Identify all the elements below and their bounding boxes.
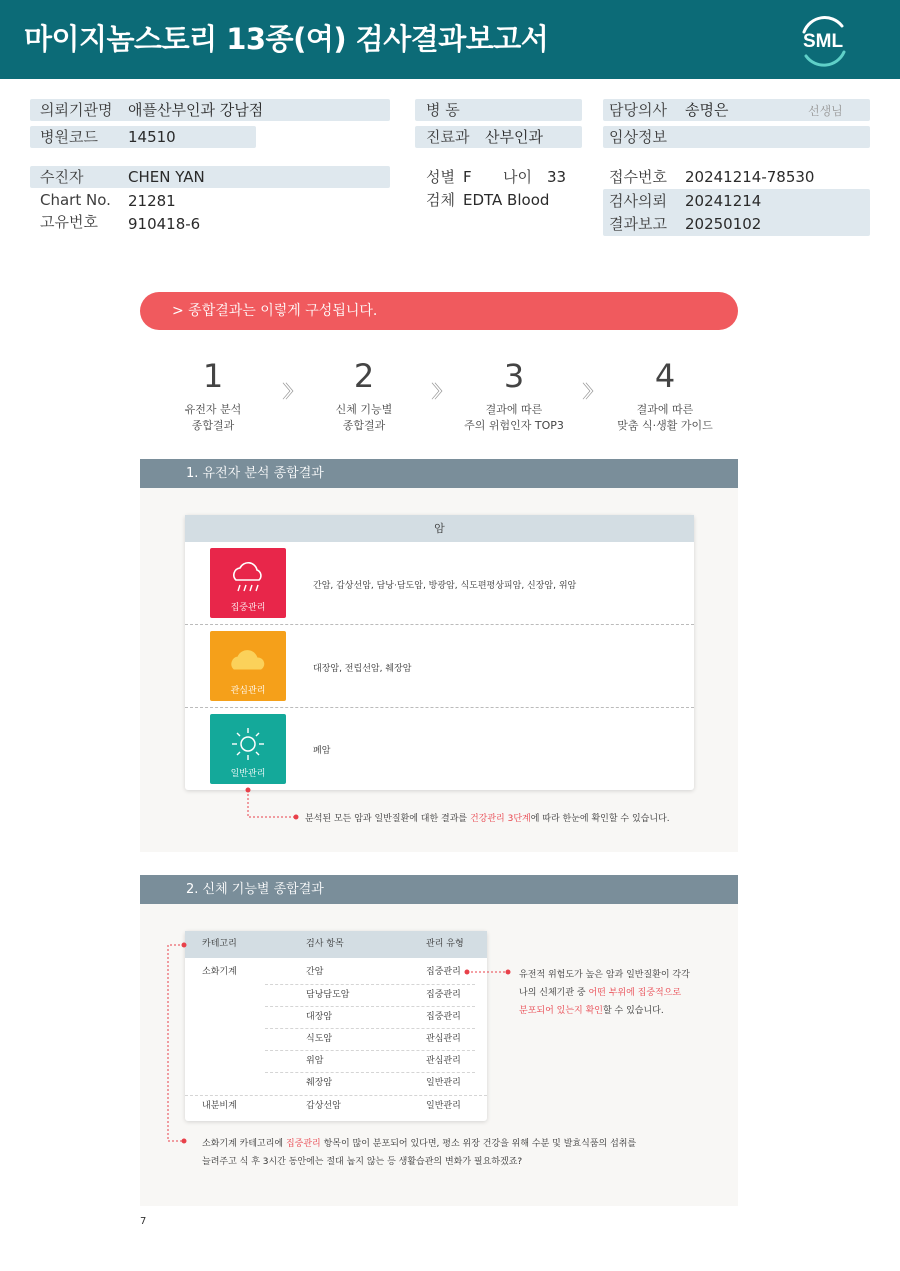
chevron-right-icon: 〉〉 xyxy=(582,382,597,403)
page-number: 7 xyxy=(140,1216,147,1227)
grade-items: 간암, 갑상선암, 담낭·담도암, 방광암, 식도편평상피암, 신장암, 위암 xyxy=(313,581,577,591)
row-divider xyxy=(185,624,694,625)
grade-items: 대장암, 전립선암, 췌장암 xyxy=(313,664,412,674)
table-item: 담낭담도암 xyxy=(306,990,350,1000)
step-line1: 유전자 분석 xyxy=(184,403,242,416)
side-note-highlight: 어떤 부위에 집중적으로 xyxy=(588,988,682,998)
table-type: 일반관리 xyxy=(426,1078,461,1088)
note-highlight: 건강관리 3단계 xyxy=(469,814,531,824)
hospital-code-label: 병원코드 xyxy=(40,128,98,146)
patient-label: 수진자 xyxy=(40,168,84,186)
sml-logo xyxy=(792,12,854,68)
institution-label: 의뢰기관명 xyxy=(40,101,113,119)
request-label: 검사의뢰 xyxy=(609,192,667,210)
request-value: 20241214 xyxy=(685,192,762,210)
patient-value: CHEN YAN xyxy=(128,168,205,186)
body-function-table xyxy=(185,931,487,1121)
side-note-line: 유전적 위험도가 높은 암과 일반질환이 각각 xyxy=(519,970,690,980)
table-item: 갑상선암 xyxy=(306,1101,341,1111)
doctor-value: 송명은 xyxy=(685,101,729,119)
table-type: 관심관리 xyxy=(426,1034,461,1044)
grade-label: 관심관리 xyxy=(230,686,266,696)
table-type: 일반관리 xyxy=(426,1101,461,1111)
side-pointer xyxy=(462,966,514,978)
bottom-note-text: 소화기계 카테고리에 xyxy=(202,1139,286,1149)
chart-value: 21281 xyxy=(128,192,176,210)
rain-cloud-icon xyxy=(228,558,268,598)
step-3 xyxy=(439,358,589,434)
step-1 xyxy=(138,358,288,434)
step-line2: 맞춤 식·생활 가이드 xyxy=(617,419,713,432)
sex-value: F xyxy=(463,168,472,186)
bottom-note xyxy=(202,1135,636,1171)
step-number: 1 xyxy=(202,357,224,395)
specimen-value: EDTA Blood xyxy=(463,191,550,209)
step-line1: 결과에 따른 xyxy=(636,403,694,416)
step-2 xyxy=(289,358,439,434)
section1-note xyxy=(305,811,670,824)
institution-value: 애플산부인과 강남점 xyxy=(128,101,264,119)
step-line2: 주의 위험인자 TOP3 xyxy=(464,419,564,432)
note-pointer xyxy=(240,785,310,825)
table-type: 관심관리 xyxy=(426,1056,461,1066)
age-label: 나이 xyxy=(503,168,532,186)
logo-text: SML xyxy=(802,31,844,52)
step-line1: 신체 기능별 xyxy=(335,403,393,416)
grade-label: 집중관리 xyxy=(230,603,266,613)
step-number: 2 xyxy=(353,357,375,395)
row-divider xyxy=(265,1006,475,1007)
row-divider xyxy=(265,1028,475,1029)
chevron-right-icon: 〉〉 xyxy=(282,382,297,403)
id-value: 910418-6 xyxy=(128,215,201,233)
report-value: 20250102 xyxy=(685,215,762,233)
step-line1: 결과에 따른 xyxy=(485,403,543,416)
note-text: 에 따라 한눈에 확인할 수 있습니다. xyxy=(530,814,670,824)
table-item: 위암 xyxy=(306,1056,324,1066)
patient-row-bg xyxy=(30,166,390,188)
id-label: 고유번호 xyxy=(40,213,98,231)
step-4 xyxy=(590,358,740,434)
report-title: 마이지놈스토리 13종(여) 검사결과보고서 xyxy=(24,22,549,56)
side-note-highlight: 분포되어 있는지 확인 xyxy=(519,1006,603,1016)
row-divider xyxy=(265,1050,475,1051)
side-note xyxy=(519,966,690,1020)
row-divider xyxy=(185,707,694,708)
row-divider xyxy=(185,1095,487,1096)
table-item: 대장암 xyxy=(306,1012,333,1022)
bottom-note-line: 늘려주고 식 후 3시간 동안에는 절대 눕지 않는 등 생활습관의 변화가 필요하겠죠? xyxy=(202,1157,523,1167)
table-header xyxy=(185,931,487,958)
grade-label: 일반관리 xyxy=(230,769,266,779)
table-item: 췌장암 xyxy=(306,1078,333,1088)
doctor-label: 담당의사 xyxy=(609,101,667,119)
cloud-icon xyxy=(228,641,268,681)
grade-intensive xyxy=(210,548,286,618)
receipt-label: 접수번호 xyxy=(609,168,667,186)
row-divider xyxy=(265,1072,475,1073)
ward-label: 병 동 xyxy=(426,101,460,119)
step-line2: 종합결과 xyxy=(342,419,386,432)
specimen-label: 검체 xyxy=(426,191,455,209)
table-item: 식도암 xyxy=(306,1034,333,1044)
clinical-label: 임상정보 xyxy=(609,128,667,146)
table-category: 소화기계 xyxy=(202,967,237,977)
side-note-text: 나의 신체기관 중 xyxy=(519,988,589,998)
dept-value: 산부인과 xyxy=(485,128,543,146)
step-number: 3 xyxy=(503,357,525,395)
cancer-card-title: 암 xyxy=(185,515,694,542)
bottom-note-highlight: 집중관리 xyxy=(285,1139,321,1149)
column-header: 검사 항목 xyxy=(306,939,344,949)
dept-label: 진료과 xyxy=(426,128,470,146)
chevron-right-icon: 〉〉 xyxy=(431,382,446,403)
grade-general xyxy=(210,714,286,784)
chart-label: Chart No. xyxy=(40,191,111,209)
side-note-text: 할 수 있습니다. xyxy=(602,1006,664,1016)
table-category: 내분비계 xyxy=(202,1101,237,1111)
table-type: 집중관리 xyxy=(426,1012,461,1022)
column-header: 카테고리 xyxy=(202,939,237,949)
cancer-card xyxy=(185,515,694,790)
section1-heading: 1. 유전자 분석 종합결과 xyxy=(140,459,738,488)
column-header: 관리 유형 xyxy=(426,939,464,949)
grade-items: 폐암 xyxy=(313,746,331,756)
summary-banner: > 종합결과는 이렇게 구성됩니다. xyxy=(140,292,738,330)
bottom-note-text: 항목이 많이 분포되어 있다면, 평소 위장 건강을 위해 수분 및 발효식품의 섭취를 xyxy=(320,1139,637,1149)
row-divider xyxy=(265,984,475,985)
step-number: 4 xyxy=(654,357,676,395)
sun-icon xyxy=(228,724,268,764)
table-bracket xyxy=(160,935,192,1147)
report-label: 결과보고 xyxy=(609,215,667,233)
doctor-suffix: 선생님 xyxy=(808,104,843,118)
report-header xyxy=(0,0,900,79)
table-type: 집중관리 xyxy=(426,990,461,1000)
hospital-code-value: 14510 xyxy=(128,128,176,146)
receipt-value: 20241214-78530 xyxy=(685,168,815,186)
table-item: 간암 xyxy=(306,967,324,977)
note-text: 분석된 모든 암과 일반질환에 대한 결과를 xyxy=(305,814,470,824)
table-type: 집중관리 xyxy=(426,967,461,977)
section2-heading: 2. 신체 기능별 종합결과 xyxy=(140,875,738,904)
step-line2: 종합결과 xyxy=(191,419,235,432)
age-value: 33 xyxy=(547,168,567,186)
grade-attention xyxy=(210,631,286,701)
sex-label: 성별 xyxy=(426,168,455,186)
